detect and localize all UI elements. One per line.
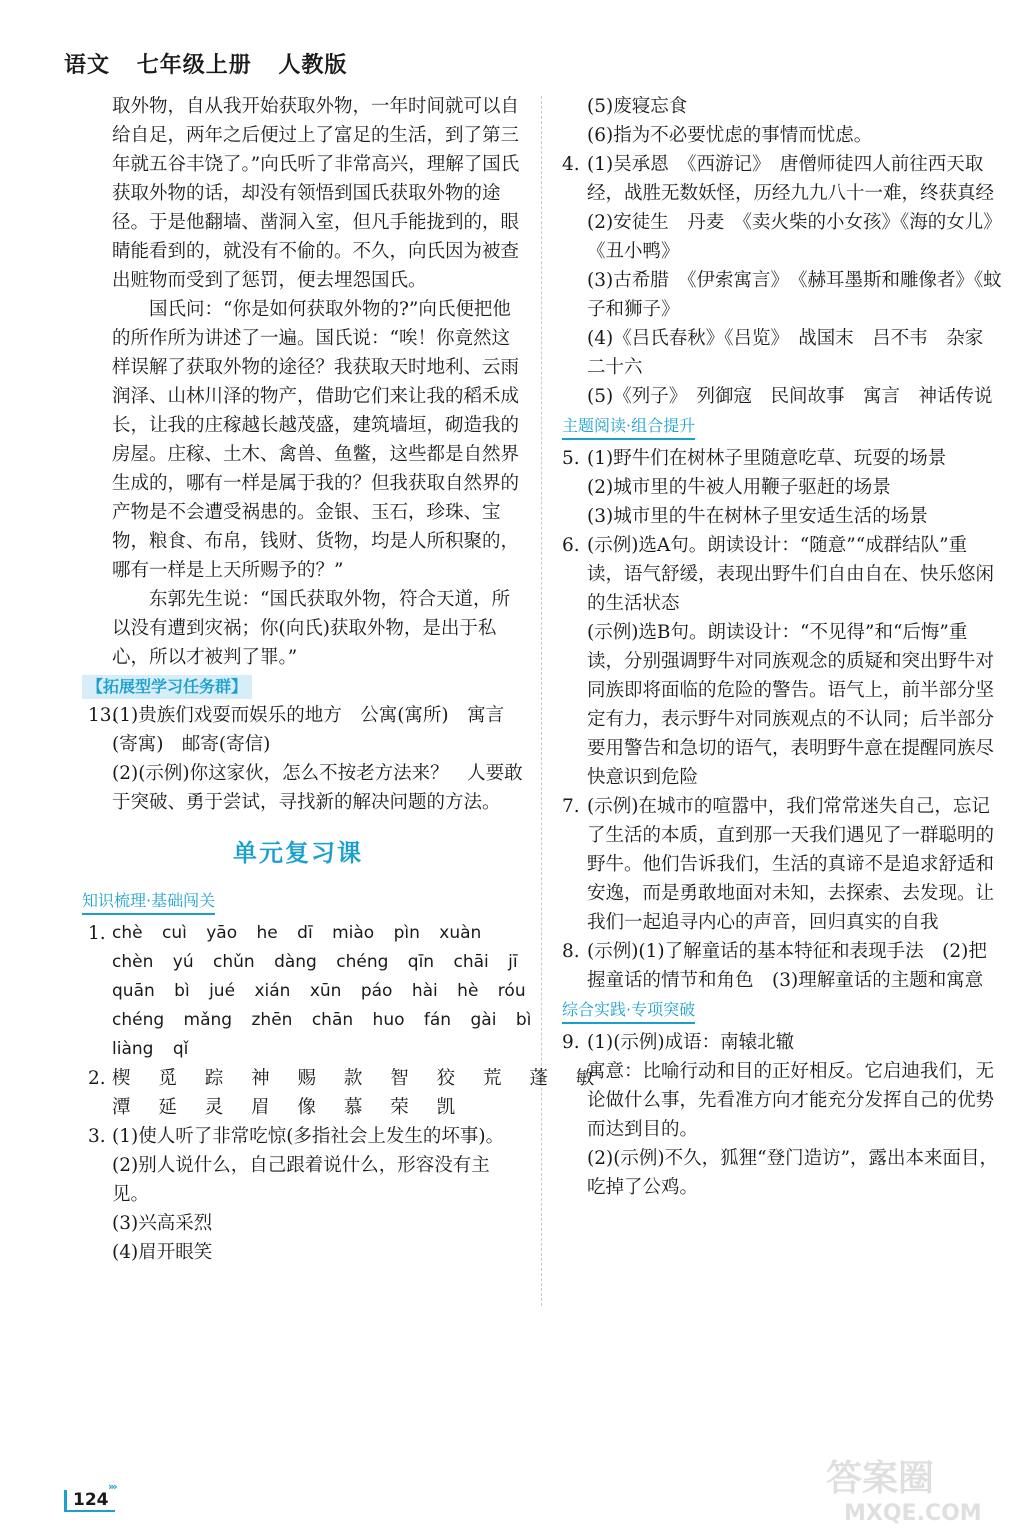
story-paragraph-2: 国氏问：“你是如何获取外物的?”向氏便把他的所作所为讲述了一遍。国氏说：“唉！你竟然这样误解了获取外物的途径？我获取天时地利、云雨润泽、山林川泽的物产，借助它们来让我的稻禾成长，让我的庄稼越长越茂盛，建筑墙垣，砌造我的房屋。庄稼、土木、禽兽、鱼鳖，这些都是自然界生成的，哪有一样是属于我的？但我获取自然界的产物是不会遭受祸患的。金银、玉石，珍珠、宝物，粮食、布帛，钱财、货物，均是人所积聚的，哪有一样是上天所赐予的？” (112, 299, 520, 581)
arrows-icon: ››› (108, 1480, 116, 1493)
pinyin-line-3: quān bì jué xián xūn páo hài hè róu (112, 981, 526, 1001)
question-7-number: 7. (562, 796, 580, 817)
question-5-part-1: (1)野牛们在树林子里随意吃草、玩耍的场景 (587, 448, 947, 469)
header-edition: 人教版 (278, 53, 348, 78)
question-8-number: 8. (562, 941, 580, 962)
right-column (562, 92, 1002, 1202)
question-4-part-3: (3)古希腊 《伊索寓言》 《赫耳墨斯和雕像者》《蚊子和狮子》 (587, 270, 1002, 320)
question-13-part-1: (1)贵族们戏耍而娱乐的地方 公寓(寓所) 寓言(寄寓) 邮寄(寄信) (112, 705, 505, 755)
question-6-part-2: (示例)选B句。朗读设计：“不见得”和“后悔”重读，分别强调野牛对同族观念的质疑和突出野牛对同族即将面临的危险的警告。语气上，前半部分坚定有力，表示野牛对同族观点的不认同；后半部分要用警告和急切的语气，表明野牛意在提醒同族尽快意识到危险 (587, 622, 995, 788)
section-practice: 综合实践·专项突破 (562, 998, 695, 1024)
question-5-number: 5. (562, 448, 580, 469)
pinyin-line-2: chèn yú chǔn dàng chéng qīn chāi jī (112, 952, 518, 972)
question-3-number: 3. (88, 1126, 106, 1147)
question-9-part-2: 寓意：比喻行动和目的正好相反。它启迪我们，无论做什么事，先看准方向才能充分发挥自己的优势而达到目的。 (587, 1061, 995, 1140)
question-9-part-1: (1)(示例)成语：南辕北辙 (587, 1032, 795, 1053)
question-9-number: 9. (562, 1032, 580, 1053)
question-3-part-4: (4)眉开眼笑 (112, 1242, 213, 1263)
answer-3-part-5: (5)废寝忘食 (587, 96, 688, 117)
question-3-part-3: (3)兴高采烈 (112, 1213, 213, 1234)
header-grade: 七年级上册 (136, 53, 252, 78)
chars-line-1: 楔 觅 踪 神 赐 款 智 狡 荒 蓬 敏 (112, 1068, 606, 1089)
answer-3-part-6: (6)指为不必要忧虑的事情而忧虑。 (587, 125, 873, 146)
watermark-site: MXQE.COM (844, 1501, 982, 1526)
section-theme-reading: 主题阅读·组合提升 (562, 414, 695, 440)
pinyin-line-4: chéng mǎng zhēn chān huo fán gài bì (112, 1010, 532, 1030)
pinyin-line-1: chè cuì yāo he dī miào pìn xuàn (112, 923, 482, 943)
unit-review-title: 单元复习课 (233, 839, 363, 867)
watermark-logo (820, 1448, 1000, 1528)
question-6-part-1: (示例)选A句。朗读设计：“随意”“成群结队”重读，语气舒缓，表现出野牛们自由自在、快乐悠闲的生活状态 (587, 535, 995, 614)
page-header (64, 48, 365, 79)
question-4-part-5: (5)《列子》 列御寇 民间故事 寓言 神话传说 (587, 386, 993, 407)
watermark-text: 答案圈 (826, 1458, 935, 1499)
question-1-number: 1. (88, 923, 106, 944)
question-3-part-1: (1)使人听了非常吃惊(多指社会上发生的坏事)。 (112, 1126, 505, 1147)
question-8-answer: (示例)(1)了解童话的基本特征和表现手法 (2)把握童话的情节和角色 (3)理解童话的主题和寓意 (587, 941, 987, 991)
question-9-part-3: (2)(示例)不久，狐狸“登门造访”，露出本来面目，吃掉了公鸡。 (587, 1148, 999, 1198)
question-5-part-3: (3)城市里的牛在树林子里安适生活的场景 (587, 506, 928, 527)
page-number (64, 1480, 116, 1512)
column-divider (541, 96, 542, 1306)
question-4-number: 4. (562, 154, 580, 175)
left-column (82, 92, 606, 1267)
question-4-part-1: (1)吴承恩 《西游记》 唐僧师徒四人前往西天取经，战胜无数妖怪，历经九九八十一难，终获真经 (587, 154, 995, 204)
question-6-number: 6. (562, 535, 580, 556)
question-4-part-4: (4)《吕氏春秋》《吕览》 战国末 吕不韦 杂家 二十六 (587, 328, 1002, 378)
task-group-header: 【拓展型学习任务群】 (82, 675, 252, 699)
question-7-answer: (示例)在城市的喧嚣中，我们常常迷失自己，忘记了生活的本质，直到那一天我们遇见了一群聪明的野牛。他们告诉我们，生活的真谛不是追求舒适和安逸，而是勇敢地面对未知，去探索、去发现。让我们一起追寻内心的声音，回归真实的自我 (587, 796, 995, 933)
page-number-value: 124 (64, 1490, 115, 1512)
question-13-number: 13. (88, 705, 118, 726)
pinyin-line-5: liàng qǐ (112, 1039, 189, 1059)
question-2-number: 2. (88, 1068, 106, 1089)
section-basic: 知识梳理·基础闯关 (82, 889, 215, 915)
question-3-part-2: (2)别人说什么，自己跟着说什么，形容没有主见。 (112, 1155, 490, 1205)
question-5-part-2: (2)城市里的牛被人用鞭子驱赶的场景 (587, 477, 891, 498)
chars-line-2: 潭 延 灵 眉 像 慕 荣 凯 (112, 1097, 467, 1118)
story-paragraph-3: 东郭先生说：“国氏获取外物，符合天道，所以没有遭到灾祸；你(向氏)获取外物，是出于私心，所以才被判了罪。” (112, 589, 510, 668)
question-4-part-2: (2)安徒生 丹麦 《卖火柴的小女孩》《海的女儿》《丑小鸭》 (587, 212, 1002, 262)
header-subject: 语文 (64, 53, 111, 78)
story-paragraph-1: 取外物，自从我开始获取外物，一年时间就可以自给自足，两年之后便过上了富足的生活，到了第三年就五谷丰饶了。”向氏听了非常高兴，理解了国氏获取外物的话，却没有领悟到国氏获取外物的途径。于是他翻墙、凿洞入室，但凡手能拢到的，眼睛能看到的，就没有不偷的。不久，向氏因为被查出赃物而受到了惩罚，便去埋怨国氏。 (112, 96, 520, 291)
question-13-part-2: (2)(示例)你这家伙，怎么不按老方法来？ 人要敢于突破、勇于尝试，寻找新的解决问题的方法。 (112, 763, 523, 813)
